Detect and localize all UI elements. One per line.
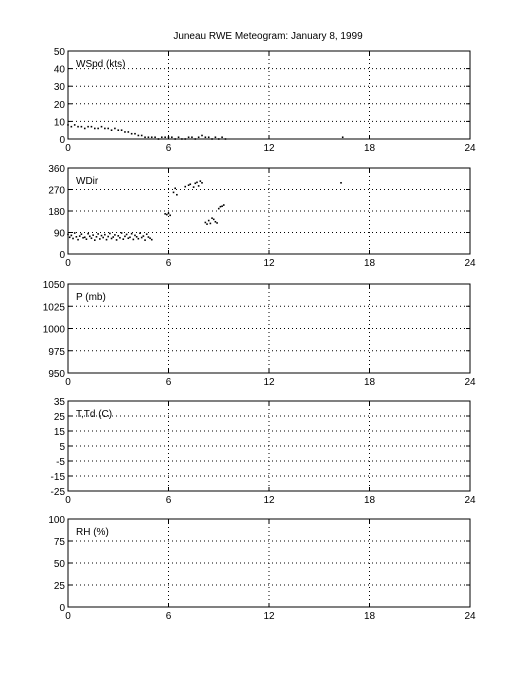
data-point [164, 213, 166, 215]
y-tick-label: 5 [59, 442, 65, 453]
data-point [131, 233, 133, 235]
y-tick-label: 0 [59, 250, 65, 261]
data-point [104, 128, 106, 130]
data-point [138, 238, 140, 240]
data-point [72, 238, 74, 240]
data-point [220, 206, 222, 208]
x-tick-label: 0 [65, 258, 71, 269]
data-point [67, 234, 69, 236]
y-tick-label: 35 [53, 397, 65, 408]
data-point [205, 136, 207, 138]
data-point [171, 136, 173, 138]
x-tick-label: 18 [363, 495, 376, 506]
x-tick-label: 24 [464, 495, 476, 506]
data-point [74, 124, 76, 126]
y-tick-label: 25 [53, 412, 65, 423]
data-point [188, 184, 190, 186]
data-point [215, 221, 217, 223]
data-point [215, 136, 217, 138]
y-tick-label: 950 [48, 369, 65, 380]
data-point [221, 205, 223, 207]
data-point [84, 236, 86, 238]
x-tick-label: 0 [65, 611, 71, 622]
data-point [342, 136, 344, 138]
data-point [96, 236, 98, 238]
data-point [91, 126, 93, 128]
data-point [79, 235, 81, 237]
x-tick-label: 6 [165, 377, 172, 388]
data-point [82, 237, 84, 239]
y-tick-label: 50 [53, 47, 65, 58]
data-point [210, 223, 212, 225]
data-point [181, 138, 183, 140]
data-point [134, 235, 136, 237]
y-tick-label: 180 [48, 207, 65, 218]
data-point [221, 136, 223, 138]
data-point [74, 232, 76, 234]
x-tick-label: 12 [263, 495, 275, 506]
data-point [148, 236, 150, 238]
data-point [136, 236, 138, 238]
data-point [114, 234, 116, 236]
y-tick-label: 975 [48, 346, 65, 358]
data-point [117, 129, 119, 131]
panel-label: WSpd (kts) [76, 59, 126, 70]
data-point [76, 236, 78, 238]
data-point [151, 136, 153, 138]
data-point [124, 131, 126, 133]
data-point [77, 126, 79, 128]
x-tick-label: 24 [464, 377, 476, 388]
data-point [206, 223, 208, 225]
data-point [146, 233, 148, 235]
data-point [223, 204, 225, 206]
x-tick-label: 0 [65, 143, 71, 154]
y-tick-label: 0 [59, 603, 65, 614]
panel-label: WDir [76, 176, 99, 187]
data-point [138, 135, 140, 137]
data-point [201, 182, 203, 184]
y-tick-label: 40 [53, 64, 65, 76]
data-point [168, 136, 170, 138]
y-tick-label: 75 [53, 537, 65, 548]
data-point [195, 138, 197, 140]
data-point [208, 136, 210, 138]
y-tick-label: 0 [59, 135, 65, 146]
x-tick-label: 0 [65, 495, 71, 506]
data-point [81, 233, 83, 235]
data-point [205, 222, 207, 224]
x-tick-label: 12 [263, 611, 275, 622]
y-tick-label: 1000 [42, 324, 65, 336]
data-point [141, 135, 143, 137]
data-point [193, 186, 195, 188]
data-point [112, 236, 114, 238]
data-point [111, 238, 113, 240]
data-point [89, 236, 91, 238]
data-point [67, 124, 69, 126]
x-tick-label: 18 [363, 258, 376, 269]
data-point [121, 232, 123, 234]
x-tick-label: 6 [165, 611, 172, 622]
x-tick-label: 6 [165, 495, 172, 506]
data-point [117, 235, 119, 237]
data-point [218, 208, 220, 210]
data-point [161, 136, 163, 138]
data-point [116, 239, 118, 241]
data-point [169, 215, 171, 217]
data-point [134, 133, 136, 135]
data-point [216, 222, 218, 224]
y-tick-label: 15 [53, 427, 65, 438]
data-point [94, 128, 96, 130]
data-point [144, 136, 146, 138]
data-point [174, 188, 176, 190]
y-tick-label: 30 [53, 82, 65, 94]
data-point [168, 213, 170, 215]
data-point [91, 237, 93, 239]
x-tick-label: 24 [464, 611, 476, 622]
data-point [122, 238, 124, 240]
data-point [201, 135, 203, 137]
data-point [151, 239, 153, 241]
data-point [86, 238, 88, 240]
data-point [102, 237, 104, 239]
data-point [119, 237, 121, 239]
data-point [109, 233, 111, 235]
y-tick-label: 20 [53, 99, 65, 111]
data-point [99, 238, 101, 240]
data-point [208, 220, 210, 222]
data-point [340, 182, 342, 184]
data-point [107, 128, 109, 130]
data-point [158, 138, 160, 140]
data-point [69, 236, 71, 238]
data-point [198, 185, 200, 187]
data-point [128, 237, 130, 239]
data-point [133, 239, 135, 241]
data-point [111, 129, 113, 131]
data-point [107, 236, 109, 238]
data-point [149, 237, 151, 239]
data-point [148, 136, 150, 138]
x-tick-label: 12 [263, 143, 275, 154]
data-point [87, 126, 89, 128]
data-point [141, 237, 143, 239]
data-point [87, 233, 89, 235]
data-point [84, 128, 86, 130]
y-tick-label: 25 [53, 581, 65, 592]
data-point [211, 217, 213, 219]
data-point [97, 233, 99, 235]
y-tick-label: -15 [50, 472, 65, 483]
y-tick-label: 50 [53, 559, 65, 570]
data-point [195, 182, 197, 184]
data-point [131, 133, 133, 135]
data-point [174, 138, 176, 140]
y-tick-label: 1050 [42, 280, 65, 291]
data-point [71, 126, 73, 128]
panel-label: P (mb) [76, 292, 106, 303]
x-tick-label: 24 [464, 258, 476, 269]
y-tick-label: 1025 [42, 302, 65, 314]
y-tick-label: 100 [48, 515, 65, 526]
data-point [184, 138, 186, 140]
data-point [166, 214, 168, 216]
x-tick-label: 12 [263, 377, 275, 388]
x-tick-label: 24 [464, 143, 476, 154]
panel-label: T,Td (C) [76, 409, 113, 420]
data-point [77, 239, 79, 241]
data-point [128, 131, 130, 133]
data-point [92, 234, 94, 236]
y-tick-label: 270 [48, 185, 65, 197]
data-point [129, 236, 131, 238]
data-point [126, 234, 128, 236]
data-point [124, 236, 126, 238]
data-point [178, 136, 180, 138]
data-point [173, 192, 175, 194]
data-point [225, 138, 227, 140]
x-tick-label: 0 [65, 377, 71, 388]
data-point [97, 128, 99, 130]
data-point [139, 232, 141, 234]
data-point [101, 235, 103, 237]
data-point [184, 186, 186, 188]
data-point [106, 239, 108, 241]
data-point [191, 136, 193, 138]
y-tick-label: 10 [53, 117, 65, 129]
data-point [121, 129, 123, 131]
data-point [104, 234, 106, 236]
x-tick-label: 18 [363, 611, 376, 622]
data-point [188, 136, 190, 138]
data-point [213, 219, 215, 221]
data-point [81, 126, 83, 128]
data-point [114, 128, 116, 130]
y-tick-label: -5 [56, 457, 65, 468]
data-point [144, 239, 146, 241]
data-point [196, 182, 198, 184]
data-point [164, 136, 166, 138]
page-title: Juneau RWE Meteogram: January 8, 1999 [173, 31, 363, 42]
data-point [71, 235, 73, 237]
x-tick-label: 12 [263, 258, 275, 269]
y-tick-label: 90 [53, 228, 65, 240]
y-tick-label: 360 [48, 164, 65, 175]
data-point [218, 138, 220, 140]
x-tick-label: 18 [363, 143, 376, 154]
panel-label: RH (%) [76, 527, 109, 538]
data-point [200, 180, 202, 182]
data-point [198, 136, 200, 138]
data-point [143, 235, 145, 237]
data-point [211, 138, 213, 140]
x-tick-label: 6 [165, 143, 172, 154]
data-point [154, 136, 156, 138]
data-point [101, 126, 103, 128]
x-tick-label: 6 [165, 258, 172, 269]
data-point [176, 194, 178, 196]
data-point [189, 183, 191, 185]
data-point [94, 239, 96, 241]
x-tick-label: 18 [363, 377, 376, 388]
y-tick-label: -25 [50, 487, 65, 498]
